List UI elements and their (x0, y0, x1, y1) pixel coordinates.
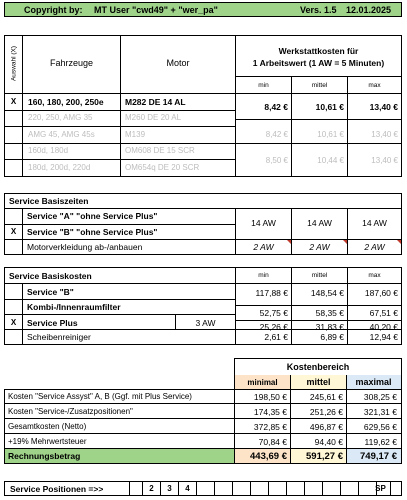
cost-mid: 10,61 € (315, 102, 344, 112)
range-min: 174,35 € (253, 407, 287, 417)
base-time-max: 14 AW (362, 218, 387, 228)
cost-row-label: Service Plus (27, 318, 78, 328)
vehicle-name: 160, 180, 200, 250e (28, 97, 104, 107)
cost-range-table (4, 358, 402, 464)
select-column-header: Auswahl (X) (10, 45, 18, 82)
service-positions-bar (4, 481, 402, 496)
vehicle-name: AMG 45, AMG 45s (28, 130, 95, 139)
cost-max: 67,51 € (369, 308, 398, 318)
cost-range-label: Kosten "Service Assyst" A, B (Ggf. mit Plus Service) (8, 392, 192, 401)
cost-min: 8,50 € (265, 156, 288, 165)
cost-mid: 10,61 € (317, 130, 344, 139)
vehicle-name: 160d, 180d (28, 146, 69, 155)
engine-code: M139 (125, 130, 146, 139)
cost-range-label: +19% Mehrwertsteuer (8, 437, 87, 446)
engine-code: M260 DE 20 AL (125, 113, 182, 122)
cost-mid: 6,89 € (320, 332, 344, 342)
position-cell-4[interactable]: 4 (185, 484, 190, 493)
cost-max: 187,60 € (364, 288, 398, 298)
cost-mid: 31,83 € (315, 322, 344, 332)
cost-min: 117,88 € (255, 288, 288, 298)
cost-row-label: Kombi-/Innenraumfilter (27, 302, 121, 312)
cost-row-label: Scheibenreiniger (27, 332, 91, 342)
cost-mid: 148,54 € (310, 288, 344, 298)
range-mid: 94,40 € (314, 437, 343, 447)
position-cell-3[interactable]: 3 (167, 484, 172, 493)
engine-code: OM654q DE 20 SCR (125, 163, 200, 172)
cost-range-label: Gesamtkosten (Netto) (8, 422, 87, 431)
engine-code: M282 DE 14 AL (125, 97, 186, 107)
cost-max: 13,40 € (371, 130, 398, 139)
range-mid: 245,61 € (309, 392, 343, 402)
cost-mid: 10,44 € (317, 156, 344, 165)
engine-cover-min: 2 AW (253, 242, 274, 252)
date-text: 12.01.2025 (346, 5, 392, 15)
section-title: Service Basiszeiten (9, 196, 89, 206)
comment-marker-icon (343, 240, 347, 244)
author-text: MT User "cwd49" + "wer_pa" (94, 5, 218, 15)
total-max: 749,17 € (360, 451, 397, 462)
min-column-header: min (258, 82, 269, 89)
cost-min: 25,26 € (259, 322, 288, 332)
cost-max: 12,94 € (369, 332, 398, 342)
section-title: Service Basiskosten (9, 271, 92, 281)
max-column-header: max (368, 272, 381, 279)
range-min: 198,50 € (253, 392, 287, 402)
position-cell-2[interactable]: 2 (149, 484, 154, 493)
vehicle-name: 180d, 200d, 220d (28, 163, 91, 172)
service-plus-aw: 3 AW (195, 318, 216, 328)
cost-range-label: Kosten "Service-/Zusatzpositionen" (8, 407, 133, 416)
max-column-header: max (368, 82, 381, 89)
min-column-header: min (258, 272, 269, 279)
cost-min: 8,42 € (264, 102, 288, 112)
minimal-column-header: minimal (247, 378, 278, 387)
range-max: 308,25 € (363, 392, 397, 402)
vehicle-select-cell[interactable]: X (10, 97, 17, 106)
vehicles-column-header: Fahrzeuge (49, 58, 94, 68)
cost-min: 8,42 € (265, 130, 288, 139)
engine-code: OM608 DE 15 SCR (125, 146, 195, 155)
engine-cover-mid: 2 AW (309, 242, 330, 252)
vehicle-name: 220, 250, AMG 35 (28, 113, 93, 122)
range-max: 119,62 € (364, 437, 397, 447)
range-mid: 251,26 € (309, 407, 343, 417)
comment-marker-icon (397, 240, 401, 244)
position-cell-sp[interactable]: SP (375, 484, 386, 493)
range-max: 629,56 € (363, 422, 397, 432)
mid-column-header: mittel (306, 377, 331, 387)
engine-cover-max: 2 AW (364, 242, 385, 252)
service-base-times-table (4, 193, 402, 255)
total-mid: 591,27 € (306, 451, 343, 462)
copyright-header (4, 2, 402, 17)
base-time-mid: 14 AW (307, 218, 332, 228)
base-time-min: 14 AW (251, 218, 276, 228)
cost-title-line2: 1 Arbeitswert (1 AW = 5 Minuten) (252, 58, 385, 68)
vehicle-table (4, 35, 402, 177)
cost-max: 40,20 € (369, 322, 398, 332)
cost-max: 13,40 € (371, 156, 398, 165)
cost-range-title: Kostenbereich (286, 362, 350, 372)
version-text: Vers. 1.5 (300, 5, 337, 15)
range-min: 372,85 € (253, 422, 287, 432)
invoice-total-label: Rechnungsbetrag (8, 451, 81, 461)
comment-marker-icon (287, 240, 291, 244)
service-positions-label: Service Positionen =>> (10, 484, 104, 494)
engine-column-header: Motor (166, 58, 190, 68)
cost-row-label: Service "B" (27, 287, 74, 297)
mid-column-header: mittel (311, 272, 328, 279)
copyright-label: Copyright by: (24, 5, 83, 15)
maximal-column-header: maximal (355, 377, 392, 387)
mid-column-header: mittel (311, 82, 328, 89)
service-base-costs-table (4, 267, 402, 345)
cost-mid: 58,35 € (315, 308, 344, 318)
service-plus-select-cell[interactable]: X (10, 318, 17, 327)
service-b-label: Service "B" "ohne Service Plus" (27, 227, 158, 237)
cost-max: 13,40 € (369, 102, 398, 112)
cost-title-line1: Werkstattkosten für (278, 46, 359, 56)
service-a-label: Service "A" "ohne Service Plus" (27, 211, 158, 221)
total-min: 443,69 € (250, 451, 287, 462)
cost-min: 52,75 € (259, 308, 288, 318)
range-mid: 496,87 € (309, 422, 343, 432)
cost-min: 2,61 € (264, 332, 288, 342)
range-min: 70,84 € (258, 437, 287, 447)
range-max: 321,31 € (363, 407, 397, 417)
engine-cover-label: Motorverkleidung ab-/anbauen (27, 242, 143, 252)
service-b-select-cell[interactable]: X (10, 227, 17, 236)
